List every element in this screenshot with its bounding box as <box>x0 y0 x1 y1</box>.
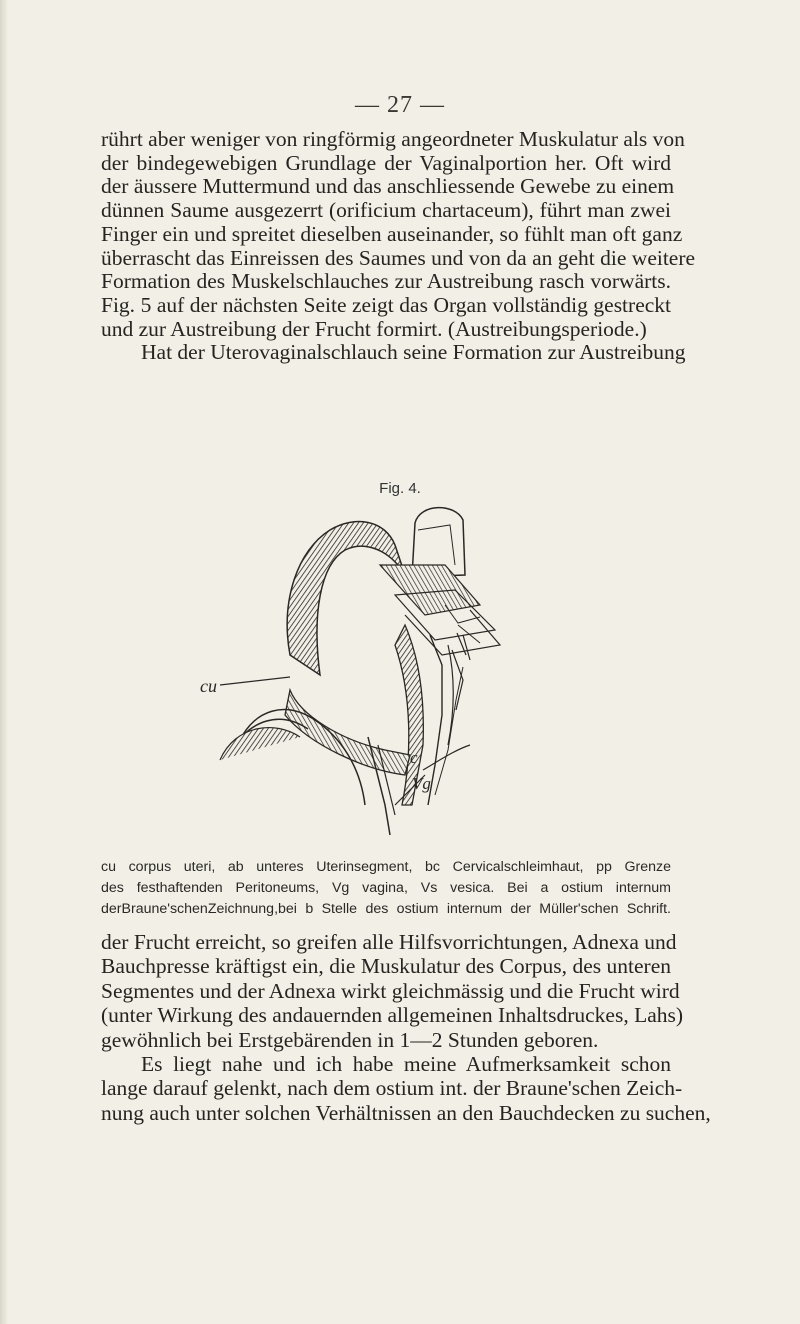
text-line: rührt aber weniger von ringförmig angeordneter Muskulatur als von <box>101 127 685 151</box>
caption-line: derBraune'schenZeichnung,bei b Stelle des ostium internum der Müller'schen Schrift. <box>101 901 671 917</box>
paragraph-bottom <box>101 930 711 1125</box>
text-line: der bindegewebigen Grundlage der Vaginalportion her. Oft wird <box>101 150 671 175</box>
text-line: dünnen Saume ausgezerrt (orificium chartaceum), führt man zwei <box>101 198 671 223</box>
caption-line: des festhaftenden Peritoneums, Vg vagina, Vs vesica. Bei a ostium internum <box>101 880 671 896</box>
page-edge-shadow <box>0 0 8 1324</box>
text-line: und zur Austreibung der Frucht formirt. (Austreibungsperiode.) <box>101 316 647 341</box>
text-line: Formation des Muskelschlauches zur Austreibung rasch vorwärts. <box>101 269 671 294</box>
figure-title: Fig. 4. <box>379 480 421 497</box>
text-line: Hat der Uterovaginalschlauch seine Formation zur Austreibung <box>141 340 686 365</box>
text-line: (unter Wirkung des andauernden allgemeinen Inhaltsdruckes, Lahs) <box>101 1003 684 1028</box>
text-line: der äussere Muttermund und das anschliessende Gewebe zu einem <box>101 174 675 199</box>
paragraph-top <box>101 127 696 365</box>
page-number: — 27 — <box>355 92 445 118</box>
anatomical-figure <box>180 505 580 845</box>
label-vg: Vg <box>412 774 431 793</box>
text-line: Bauchpresse kräftigst ein, die Muskulatur des Corpus, des unteren <box>101 954 671 979</box>
label-cu: cu <box>200 676 217 696</box>
vagina-wall <box>285 690 410 775</box>
text-line: Fig. 5 auf der nächsten Seite zeigt das Organ vollständig gestreckt <box>101 292 671 317</box>
caption-line: cu corpus uteri, ab unteres Uterinsegment, bc Cervicalschleimhaut, pp Grenze <box>101 859 671 875</box>
label-c: c <box>410 748 418 767</box>
text-line: nung auch unter solchen Verhältnissen an den Bauchdecken zu suchen, <box>101 1100 711 1125</box>
text-line: Segmentes und der Adnexa wirkt gleichmässig und die Frucht wird <box>101 978 680 1003</box>
text-line: Es liegt nahe und ich habe meine Aufmerksamkeit schon <box>141 1052 671 1077</box>
corpus-uteri-wall <box>287 522 405 675</box>
text-line: lange darauf gelenkt, nach dem ostium int. der Braune'schen Zeich- <box>101 1076 683 1101</box>
text-line: gewöhnlich bei Erstgebärenden in 1—2 Stunden geboren. <box>101 1027 599 1052</box>
text-line: überrascht das Einreissen des Saumes und von da an geht die weitere <box>101 245 696 270</box>
text-line: der Frucht erreicht, so greifen alle Hilfsvorrichtungen, Adnexa und <box>101 930 677 954</box>
text-line: Finger ein und spreitet dieselben auseinander, so fühlt man oft ganz <box>101 221 683 246</box>
figure-caption <box>101 857 671 920</box>
